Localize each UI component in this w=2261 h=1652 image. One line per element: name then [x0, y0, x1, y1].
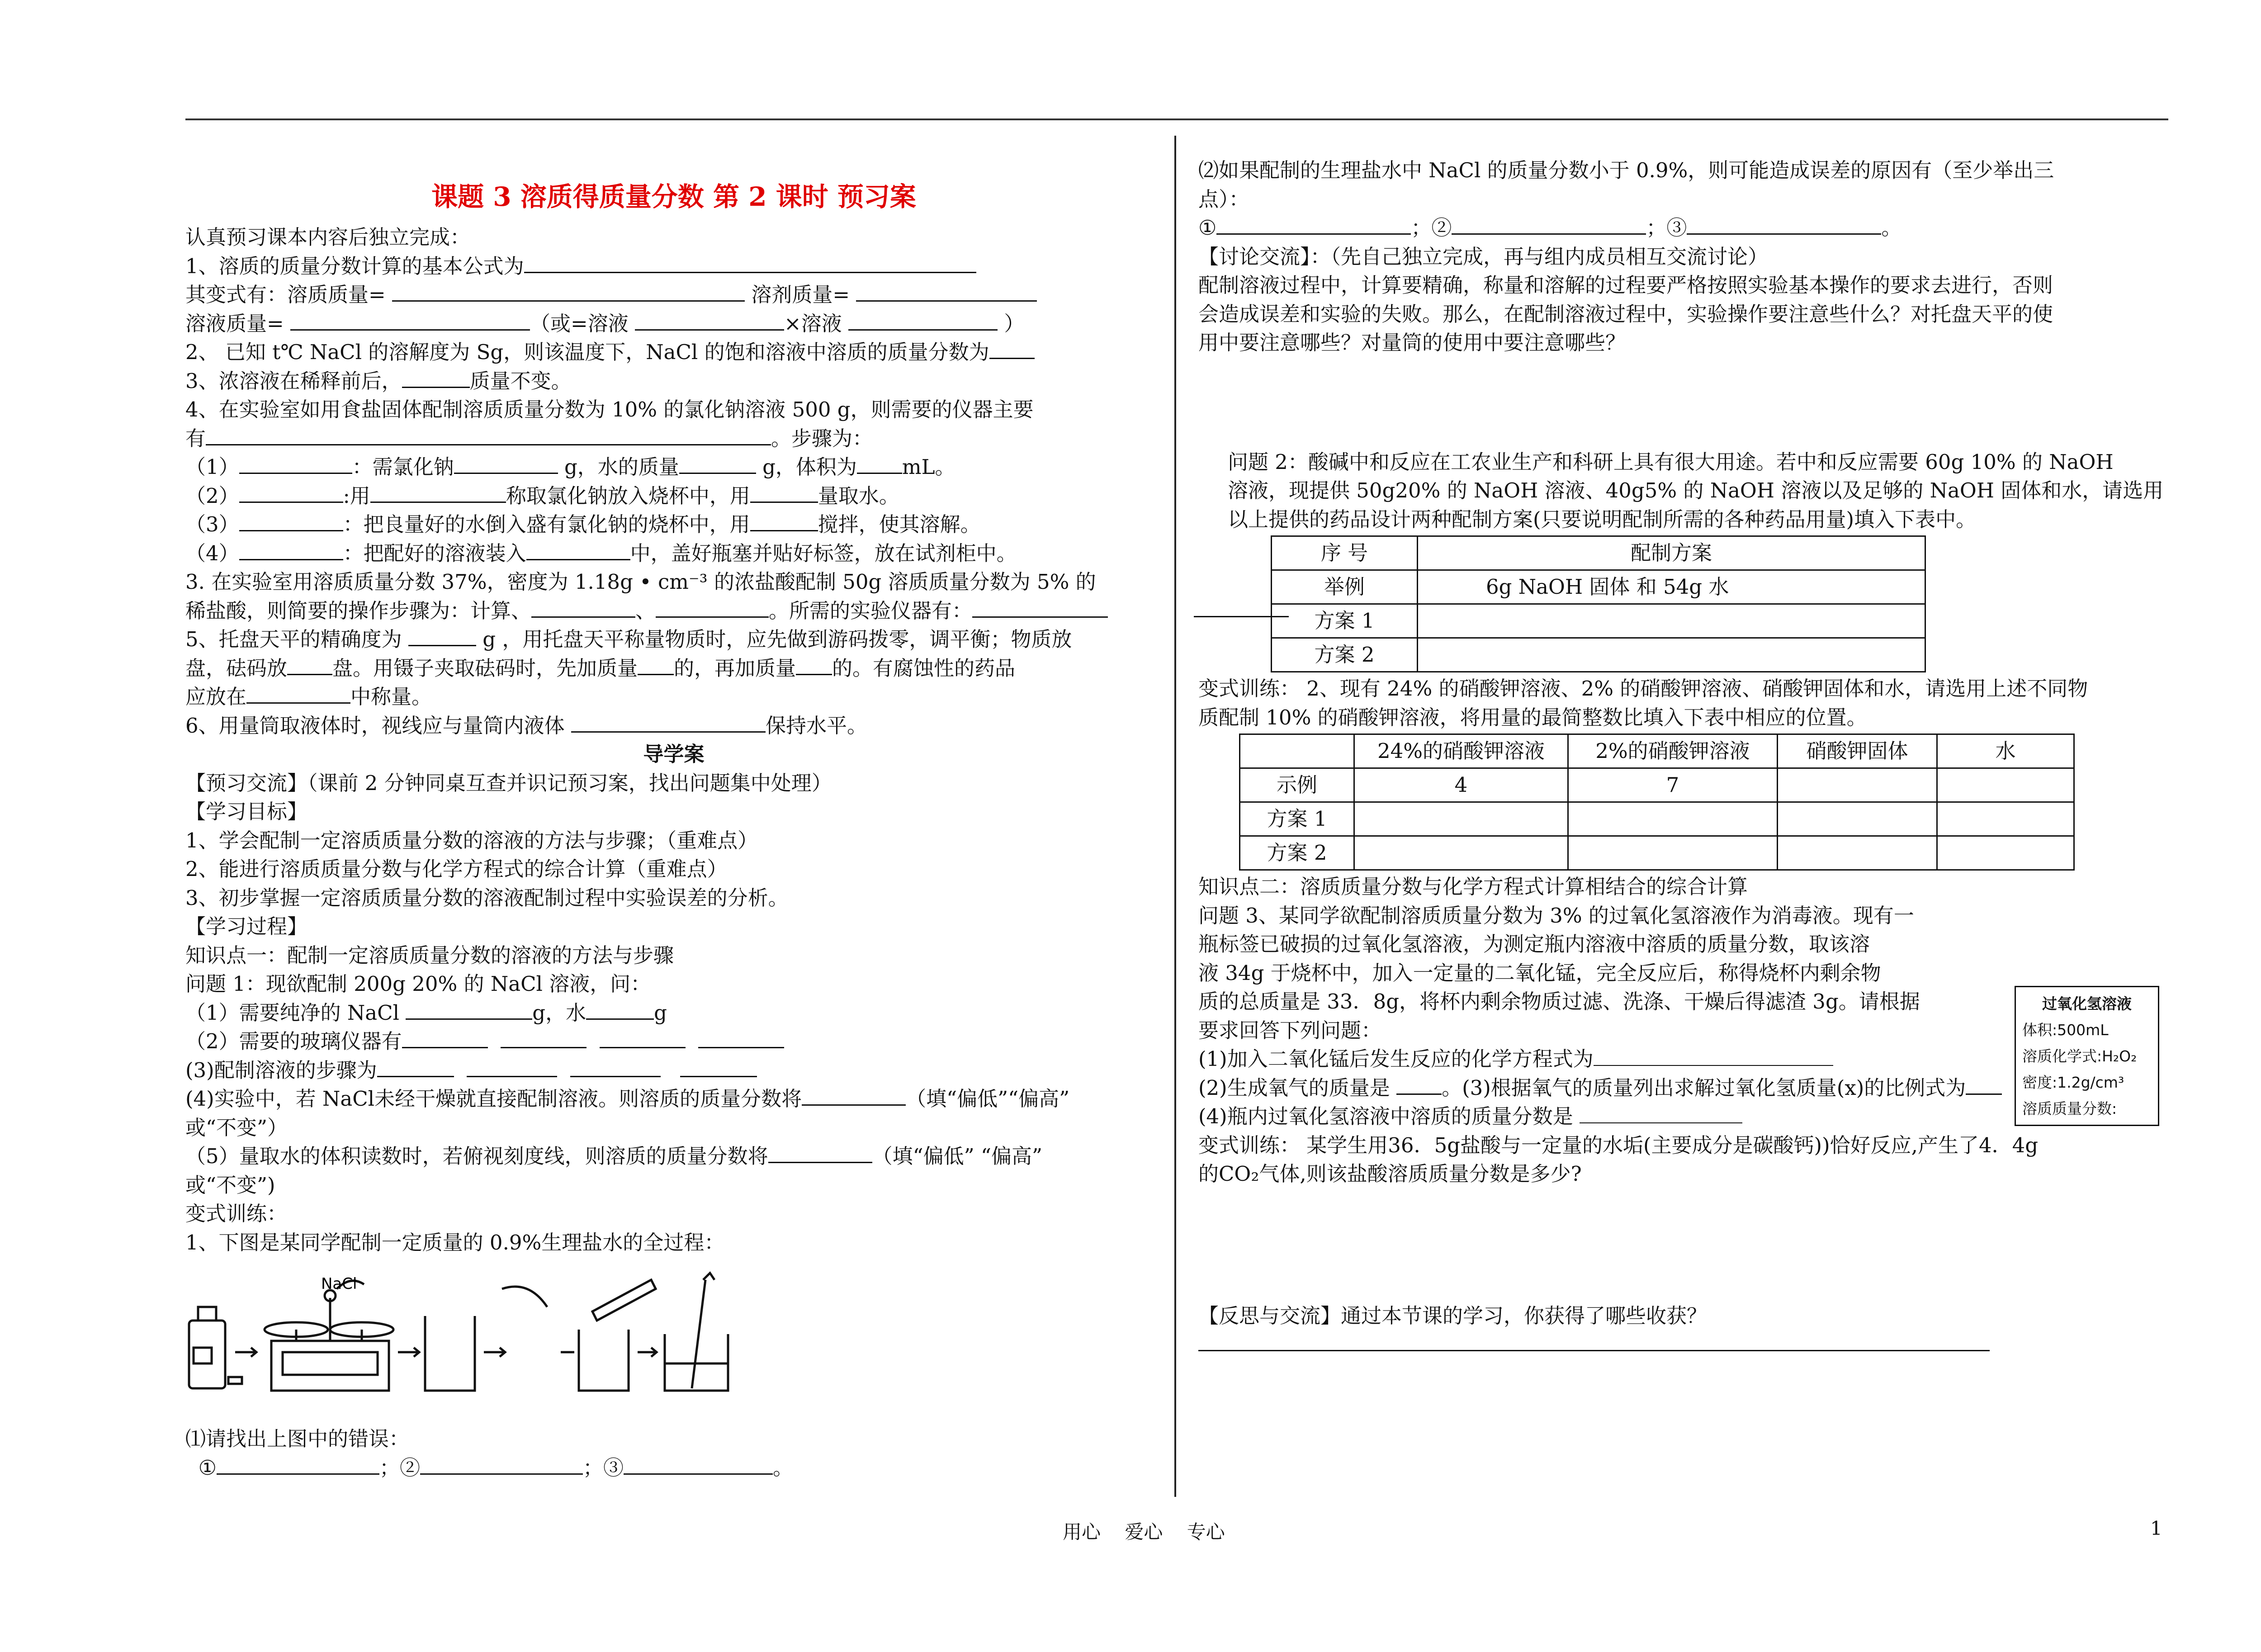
step-3: （3） ：把良量好的水倒入盛有氯化钠的烧杯中，用 搅拌，使其溶解。 [185, 512, 981, 536]
nacl-label: NaCl [321, 1275, 357, 1293]
column-divider [1174, 136, 1176, 1497]
table-cell: 方案 1 [1240, 802, 1354, 836]
table-header: 2%的硝酸钾溶液 [1568, 734, 1778, 768]
reflection-heading: 【反思与交流】通过本节课的学习，你获得了哪些收获？ [1198, 1303, 1708, 1328]
variant-training-heading: 变式训练： [185, 1202, 288, 1226]
problem1-q5-cont: 或“不变”) [185, 1173, 275, 1197]
kno3-plan-table [1239, 734, 2075, 871]
answer-blank[interactable] [217, 1455, 379, 1475]
answer-blank[interactable] [1216, 215, 1411, 235]
instruction: 认真预习课本内容后独立完成： [185, 225, 471, 249]
q5-line2: 盘，砝码放 盘。用镊子夹取砝码时，先加质量 的，再加质量 的。有腐蚀性的药品 [185, 656, 1016, 680]
table-header [1240, 734, 1354, 768]
stopper-icon [228, 1377, 242, 1384]
q6: 6、用量筒取液体时，视线应与量筒内液体 保持水平。 [185, 713, 867, 738]
answer-blank[interactable] [1396, 1075, 1442, 1095]
q4-line2: 有 。步骤为： [185, 426, 873, 450]
answer-blank[interactable] [586, 1000, 654, 1020]
problem3-line: 问题 3、某同学欲配制溶质质量分数为 3% 的过氧化氢溶液作为消毒液。现有一 [1198, 903, 1914, 928]
problem2-line1: 问题 2：酸碱中和反应在工农业生产和科研上具有很大用途。若中和反应需要 60g 10% 的 NaOH [1228, 450, 2114, 474]
top-rule [185, 118, 2168, 120]
answer-blank[interactable] [526, 541, 630, 560]
answer-blank[interactable] [420, 1455, 583, 1475]
answer-blank[interactable] [802, 1086, 906, 1106]
answer-blank[interactable] [635, 311, 784, 331]
q4-line1: 4、在实验室如用食盐固体配制溶质质量分数为 10% 的氯化钠溶液 500 g，则需要的仪器主要 [185, 398, 1034, 421]
problem1-q4: (4)实验中，若 NaCl未经干燥就直接配制溶液。则溶质的质量分数将 （填“偏低”“偏高” [185, 1087, 1070, 1111]
discussion-heading: 【讨论交流】：（先自己独立完成，再与组内成员相互交流讨论） [1198, 244, 1769, 269]
answer-blank[interactable] [656, 598, 769, 618]
problem2-line3: 以上提供的药品设计两种配制方案(只要说明配制所需的各种药品用量)填入下表中。 [1228, 507, 1977, 531]
answer-blank[interactable] [1452, 215, 1646, 235]
table-cell[interactable] [1418, 638, 1925, 672]
reflection-answer [1198, 1330, 2171, 1359]
variant-1: 1、下图是某同学配制一定质量的 0.9%生理盐水的全过程： [185, 1230, 725, 1254]
table-cell[interactable] [1354, 802, 1568, 836]
answer-blank[interactable] [857, 454, 902, 474]
q1-variant-a: 其变式有：溶质质量= 溶剂质量= [185, 280, 1162, 309]
answer-blank[interactable] [600, 1029, 686, 1048]
variant2-line1: 变式训练： 2、现有 24% 的硝酸钾溶液、2% 的硝酸钾溶液、硝酸钾固体和水，请选用上述不同物 [1198, 677, 2088, 701]
table-header: 24%的硝酸钾溶液 [1354, 734, 1568, 768]
beaker-icon [579, 1330, 629, 1391]
answer-blank[interactable] [370, 483, 506, 503]
answer-blank[interactable] [989, 340, 1035, 359]
saline-preparation-diagram [185, 1262, 782, 1411]
table-cell [1937, 768, 2074, 802]
table-cell[interactable] [1937, 836, 2074, 870]
answer-blank[interactable] [570, 1058, 661, 1077]
guide-line: 知识点一：配制一定溶质质量分数的溶液的方法与步骤 [185, 943, 674, 967]
balance-icon [265, 1290, 393, 1391]
answer-blank[interactable] [246, 684, 350, 704]
beaker-icon [425, 1316, 475, 1391]
problem1-q5: （5）量取水的体积读数时，若俯视刻度线，则溶质的质量分数将 （填“偏低” “偏高” [185, 1144, 1042, 1168]
problem1-q1: （1）需要纯净的 NaCl g，水 g [185, 1000, 667, 1025]
table-cell: 方案 1 [1272, 604, 1418, 638]
table-row [1272, 536, 1925, 570]
step-2: （2） :用 称取氯化钠放入烧杯中，用 量取水。 [185, 483, 899, 508]
table-row [1272, 570, 1925, 604]
label-fraction: 溶质质量分数: [2022, 1100, 2117, 1117]
guide-heading: 导学案 [643, 742, 705, 766]
answer-blank[interactable] [408, 627, 476, 646]
answer-blank[interactable] [524, 254, 976, 273]
answer-blank[interactable] [406, 1000, 532, 1020]
left-column [185, 174, 1162, 1257]
table-cell[interactable] [1937, 802, 2074, 836]
answer-blank[interactable] [750, 483, 818, 503]
answer-blank[interactable] [454, 454, 558, 474]
guide-line: 【学习过程】 [185, 914, 308, 938]
answer-blank[interactable] [206, 426, 771, 445]
table-cell[interactable] [1354, 836, 1568, 870]
answer-blank[interactable] [239, 541, 343, 560]
answer-blank[interactable] [1198, 1332, 1990, 1351]
table-row [1272, 604, 1925, 638]
answer-blank[interactable] [1966, 1075, 2002, 1095]
problem1-q2: （2）需要的玻璃仪器有 [185, 1027, 1162, 1056]
table-row [1272, 638, 1925, 672]
table-row [1240, 734, 2074, 768]
table-header: 配制方案 [1418, 536, 1925, 570]
naoh-plan-table [1271, 535, 1926, 672]
answer-blank[interactable] [377, 1058, 454, 1077]
guide-line: 【预习交流】（课前 2 分钟同桌互查并识记预习案，找出问题集中处理） [185, 771, 832, 795]
guide-line: 3、初步掌握一定溶质质量分数的溶液配制过程中实验误差的分析。 [185, 885, 789, 910]
answer-blank[interactable] [239, 454, 352, 474]
problem3-q2-q3: (2)生成氧气的质量是 。(3)根据氧气的质量列出求解过氧化氢质量(x)的比例式为 [1198, 1074, 2171, 1103]
variant2-line2: 质配制 10% 的硝酸钾溶液，将用量的最简整数比填入下表中相应的位置。 [1198, 705, 1867, 729]
problem3-q1: (1)加入二氧化锰后发生反应的化学方程式为 [1198, 1045, 2171, 1074]
answer-blank[interactable] [239, 512, 343, 531]
right-column [1198, 156, 2171, 1359]
q2-error-line2: 点）： [1198, 187, 1249, 211]
guide-line: 2、能进行溶质质量分数与化学方程式的综合计算（重难点） [185, 857, 728, 881]
q2-error-line1: ⑵如果配制的生理盐水中 NaCl 的质量分数小于 0.9%，则可能造成误差的原因有（至少举出三 [1198, 158, 2054, 182]
answer-blank[interactable] [1687, 215, 1881, 235]
answer-blank[interactable] [796, 656, 832, 675]
label-density: 密度:1.2g/cm³ [2022, 1074, 2124, 1091]
q2-error-answers: ① ；② ；③ 。 [1198, 216, 1902, 240]
q5-line3: 应放在 中称量。 [185, 685, 432, 709]
table-row [1240, 768, 2074, 802]
table-cell: 6g NaOH 固体 和 54g 水 [1418, 570, 1925, 604]
page-title: 课题 3 溶质得质量分数 第 2 课时 预习案 [431, 181, 916, 212]
step-1: （1） ：需氯化钠 g，水的质量 g，体积为 mL。 [185, 455, 955, 479]
answer-blank[interactable] [1580, 1104, 1742, 1123]
error-question [185, 1425, 793, 1482]
step-4: （4） ：把配好的溶液装入 中，盖好瓶塞并贴好标签，放在试剂柜中。 [185, 541, 1017, 565]
table-cell: 4 [1354, 768, 1568, 802]
label-title: 过氧化氢溶液 [2042, 995, 2132, 1013]
table-cell: 举例 [1272, 570, 1418, 604]
q3-dilution: 3、浓溶液在稀释前后， 质量不变。 [185, 369, 572, 393]
table-cell[interactable] [1418, 604, 1925, 638]
q1-formula: 1、溶质的质量分数计算的基本公式为 [185, 252, 1162, 281]
answer-blank[interactable] [287, 656, 332, 675]
problem3-line: 液 34g 于烧杯中，加入一定量的二氧化锰，完全反应后，称得烧杯内剩余物 [1198, 961, 1881, 985]
answer-blank[interactable] [239, 483, 343, 503]
q5-line1: 5、托盘天平的精确度为 g ，用托盘天平称量物质时，应先做到游码拨零，调平衡；物质放 [185, 627, 1072, 651]
answer-blank[interactable] [501, 1029, 587, 1048]
answer-blank[interactable] [467, 1058, 557, 1077]
paper-icon [502, 1287, 547, 1307]
answer-blank[interactable] [392, 282, 745, 302]
problem3-q4: (4)瓶内过氧化氢溶液中溶质的质量分数是 [1198, 1102, 2171, 1131]
table-cell [1778, 768, 1937, 802]
table-cell: 示例 [1240, 768, 1354, 802]
table-header: 序 号 [1272, 536, 1418, 570]
cylinder-icon [592, 1280, 656, 1321]
guide-line: 【学习目标】 [185, 800, 308, 824]
table-cell[interactable] [1568, 836, 1778, 870]
problem3-line: 瓶标签已破损的过氧化氢溶液，为测定瓶内溶液中溶质的质量分数，取该溶 [1198, 932, 1870, 956]
answer-blank[interactable] [750, 512, 818, 531]
problem2-line2: 溶液，现提供 50g20% 的 NaOH 溶液、40g5% 的 NaOH 溶液以及足够的 NaOH 固体和水，请选用 [1228, 478, 2164, 502]
error-question-text: ⑴请找出上图中的错误： [185, 1427, 410, 1451]
answer-blank[interactable] [402, 1029, 488, 1048]
answer-blank[interactable] [698, 1029, 784, 1048]
q2: 2、 已知 t℃ NaCl 的溶解度为 Sg，则该温度下，NaCl 的饱和溶液中溶质的质量分数为 [185, 338, 1162, 367]
table-cell[interactable] [1778, 802, 1937, 836]
answer-blank[interactable] [290, 311, 530, 331]
table-cell: 方案 2 [1272, 638, 1418, 672]
label-volume: 体积:500mL [2022, 1021, 2109, 1039]
problem3-line: 质的总质量是 33．8g，将杯内剩余物质过滤、洗涤、干燥后得滤渣 3g。请根据 [1198, 989, 1920, 1013]
error-answers: ① ；② ；③ 。 [198, 1455, 793, 1480]
answer-blank[interactable] [624, 1455, 773, 1475]
answer-blank[interactable] [972, 598, 1108, 618]
table-cell: 方案 2 [1240, 836, 1354, 870]
table-header: 水 [1937, 734, 2074, 768]
connector-line [1194, 616, 1289, 617]
table-row [1240, 802, 2074, 836]
glass-rod-icon [692, 1280, 705, 1388]
discussion-text: 配制溶液过程中，计算要精确，称量和溶解的过程要严格按照实验基本操作的要求去进行，否则 [1198, 273, 2053, 297]
discussion-text: 会造成误差和实验的失败。那么，在配制溶液过程中，实验操作要注意些什么？对托盘天平的使 [1198, 302, 2053, 326]
h2o2-label [2015, 986, 2159, 1126]
variant3-line2: 的CO₂气体,则该盐酸溶质质量分数是多少? [1198, 1162, 1582, 1186]
table-row [1240, 836, 2074, 870]
discussion-text: 用中要注意哪些？对量筒的使用中要注意哪些？ [1198, 331, 1626, 355]
table-cell[interactable] [1778, 836, 1937, 870]
answer-blank[interactable] [679, 454, 756, 474]
knowledge-point-2: 知识点二：溶质质量分数与化学方程式计算相结合的综合计算 [1198, 875, 1748, 899]
problem3-line: 要求回答下列问题： [1198, 1018, 1382, 1042]
problem1-q3: (3)配制溶液的步骤为 [185, 1056, 1162, 1085]
problem1-q4-cont: 或“不变”） [185, 1115, 288, 1140]
answer-blank[interactable] [848, 311, 998, 331]
q1-variant-b: 溶液质量= （或=溶液 ×溶液 ） [185, 311, 1025, 336]
table-cell[interactable] [1568, 802, 1778, 836]
answer-blank[interactable] [638, 656, 674, 675]
answer-blank[interactable] [680, 1058, 757, 1077]
table-cell: 7 [1568, 768, 1778, 802]
label-formula: 溶质化学式:H₂O₂ [2022, 1047, 2137, 1065]
answer-blank[interactable] [856, 282, 1037, 302]
guide-line: 1、学会配制一定溶质质量分数的溶液的方法与步骤；（重难点） [185, 828, 758, 852]
answer-blank[interactable] [1594, 1047, 1833, 1066]
guide-line: 问题 1：现欲配制 200g 20% 的 NaCl 溶液，问： [185, 972, 651, 996]
answer-blank[interactable] [531, 598, 635, 618]
page-number: 1 [2150, 1517, 2162, 1539]
footer-slogan: 用心 爱心 专心 [1063, 1521, 1225, 1543]
answer-blank[interactable] [402, 369, 470, 388]
answer-blank[interactable] [571, 713, 766, 733]
table-header: 硝酸钾固体 [1778, 734, 1937, 768]
answer-blank[interactable] [768, 1144, 872, 1163]
q3-hcl-line1: 3. 在实验室用溶质质量分数 37%，密度为 1.18g • cm⁻³ 的浓盐酸配制 50g 溶质质量分数为 5% 的 [185, 570, 1096, 594]
q3-hcl-line2: 稀盐酸，则简要的操作步骤为：计算、 、 。所需的实验仪器有： [185, 596, 1162, 625]
variant3-line1: 变式训练： 某学生用36．5g盐酸与一定量的水垢(主要成分是碳酸钙))恰好反应,产生了4．4g [1198, 1133, 2039, 1157]
